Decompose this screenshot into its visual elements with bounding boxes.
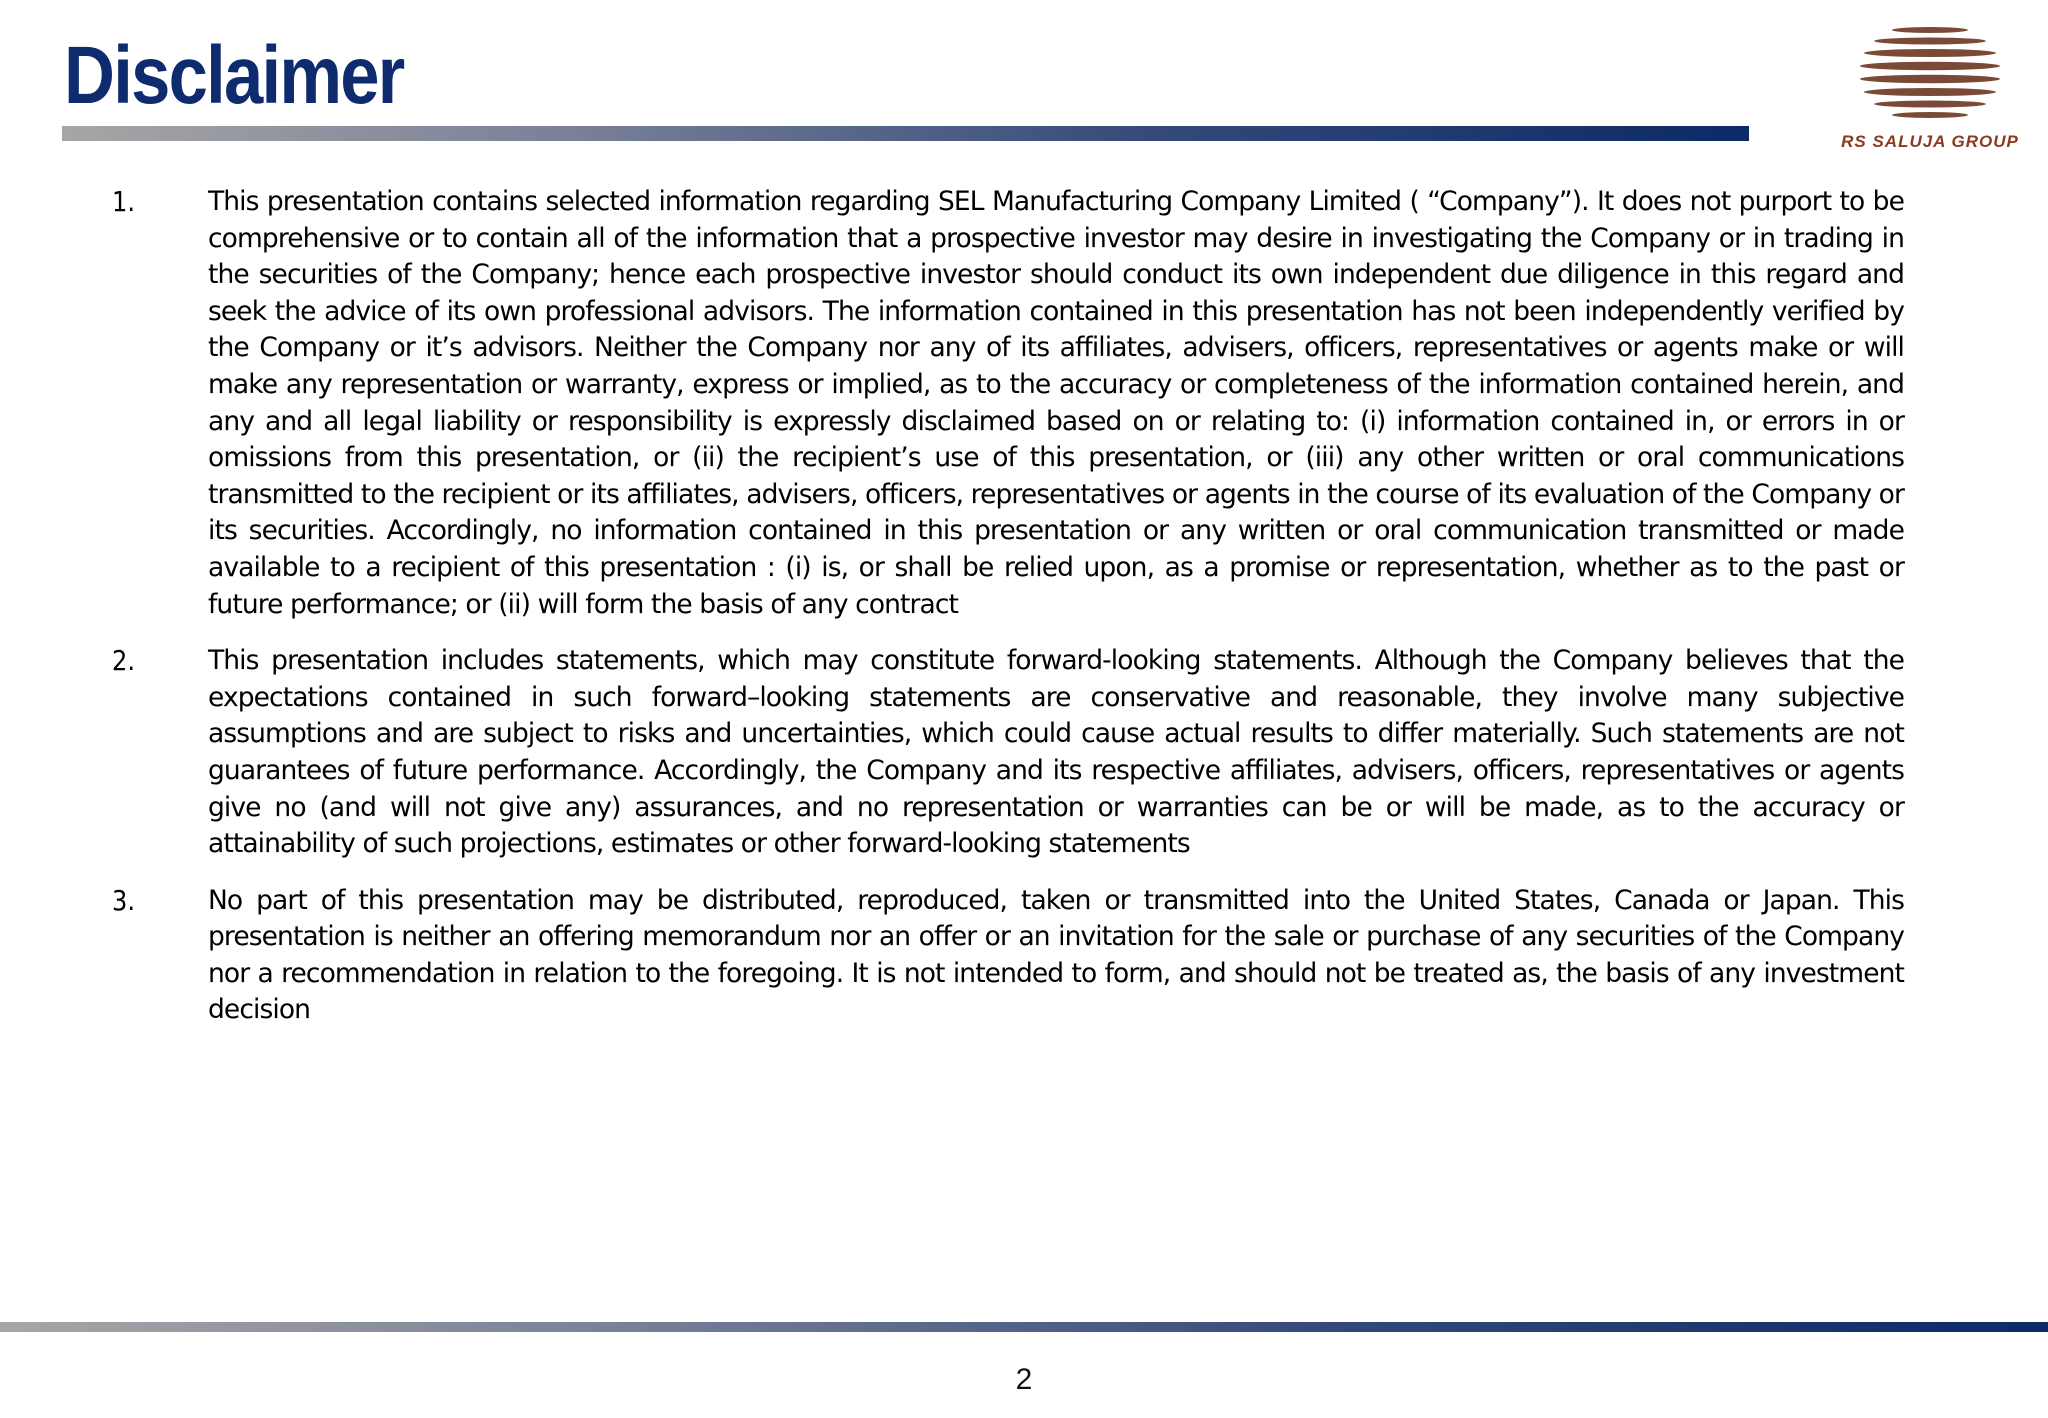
list-item-number: 1. xyxy=(112,185,135,218)
disclaimer-list xyxy=(112,184,1904,1049)
list-item xyxy=(112,184,1904,623)
list-item-text: No part of this presentation may be distributed, reproduced, taken or transmitted into the United States, Canada or Japan. This presentation is neither an offering memorandum nor an offer or an invitation for the sale or purchase of any securities of the Company nor a recommendation in relation to the foregoing. It is not intended to form, and should not be treated as, the basis of any investment decision xyxy=(208,884,1904,1026)
stacked-disc-logo-icon xyxy=(1838,24,2022,130)
company-logo xyxy=(1838,24,2022,156)
footer-divider xyxy=(0,1322,2048,1332)
list-item-text: This presentation contains selected information regarding SEL Manufacturing Company Limited ( “Company”). It does not purport to be comprehensive or to contain all of the information that a prospective investor may desire in investigating the Company or in trading in the securities of the Company; hence each prospective investor should conduct its own independent due diligence in this regard and seek the advice of its own professional advisors. The information contained in this presentation has not been independently verified by the Company or it’s advisors. Neither the Company nor any of its affiliates, advisers, officers, representatives or agents make or will make any representation or warranty, express or implied, as to the accuracy or completeness of the information contained herein, and any and all legal liability or responsibility is expressly disclaimed based on or relating to: (i) information contained in, or errors in or omissions from this presentation, or (ii) the recipient’s use of this presentation, or (iii) any other written or oral communications transmitted to the recipient or its affiliates, advisers, officers, representatives or agents in the course of its evaluation of the Company or its securities. Accordingly, no information contained in this presentation or any written or oral communication transmitted or made available to a recipient of this presentation : (i) is, or shall be relied upon, as a promise or representation, whether as to the past or future performance; or (ii) will form the basis of any contract xyxy=(208,186,1904,620)
list-item-text: This presentation includes statements, which may constitute forward-looking statements. Although the Company believes that the expectations contained in such forward–looking statements are conservative and reasonable, they involve many subjective assumptions and are subject to risks and uncertainties, which could cause actual results to differ materially. Such statements are not guarantees of future performance. Accordingly, the Company and its respective affiliates, advisers, officers, representatives or agents give no (and will not give any) assurances, and no representation or warranties can be or will be made, as to the accuracy or attainability of such projections, estimates or other forward-looking statements xyxy=(208,645,1904,860)
list-item-number: 3. xyxy=(112,883,135,917)
list-item-number: 2. xyxy=(112,644,135,678)
page-number: 2 xyxy=(1015,1363,1033,1396)
title-divider xyxy=(62,126,1749,141)
list-item xyxy=(112,883,1904,1029)
page-title: Disclaimer xyxy=(64,30,404,121)
list-item xyxy=(112,643,1904,863)
logo-text: RS SALUJA GROUP xyxy=(1841,132,2019,151)
